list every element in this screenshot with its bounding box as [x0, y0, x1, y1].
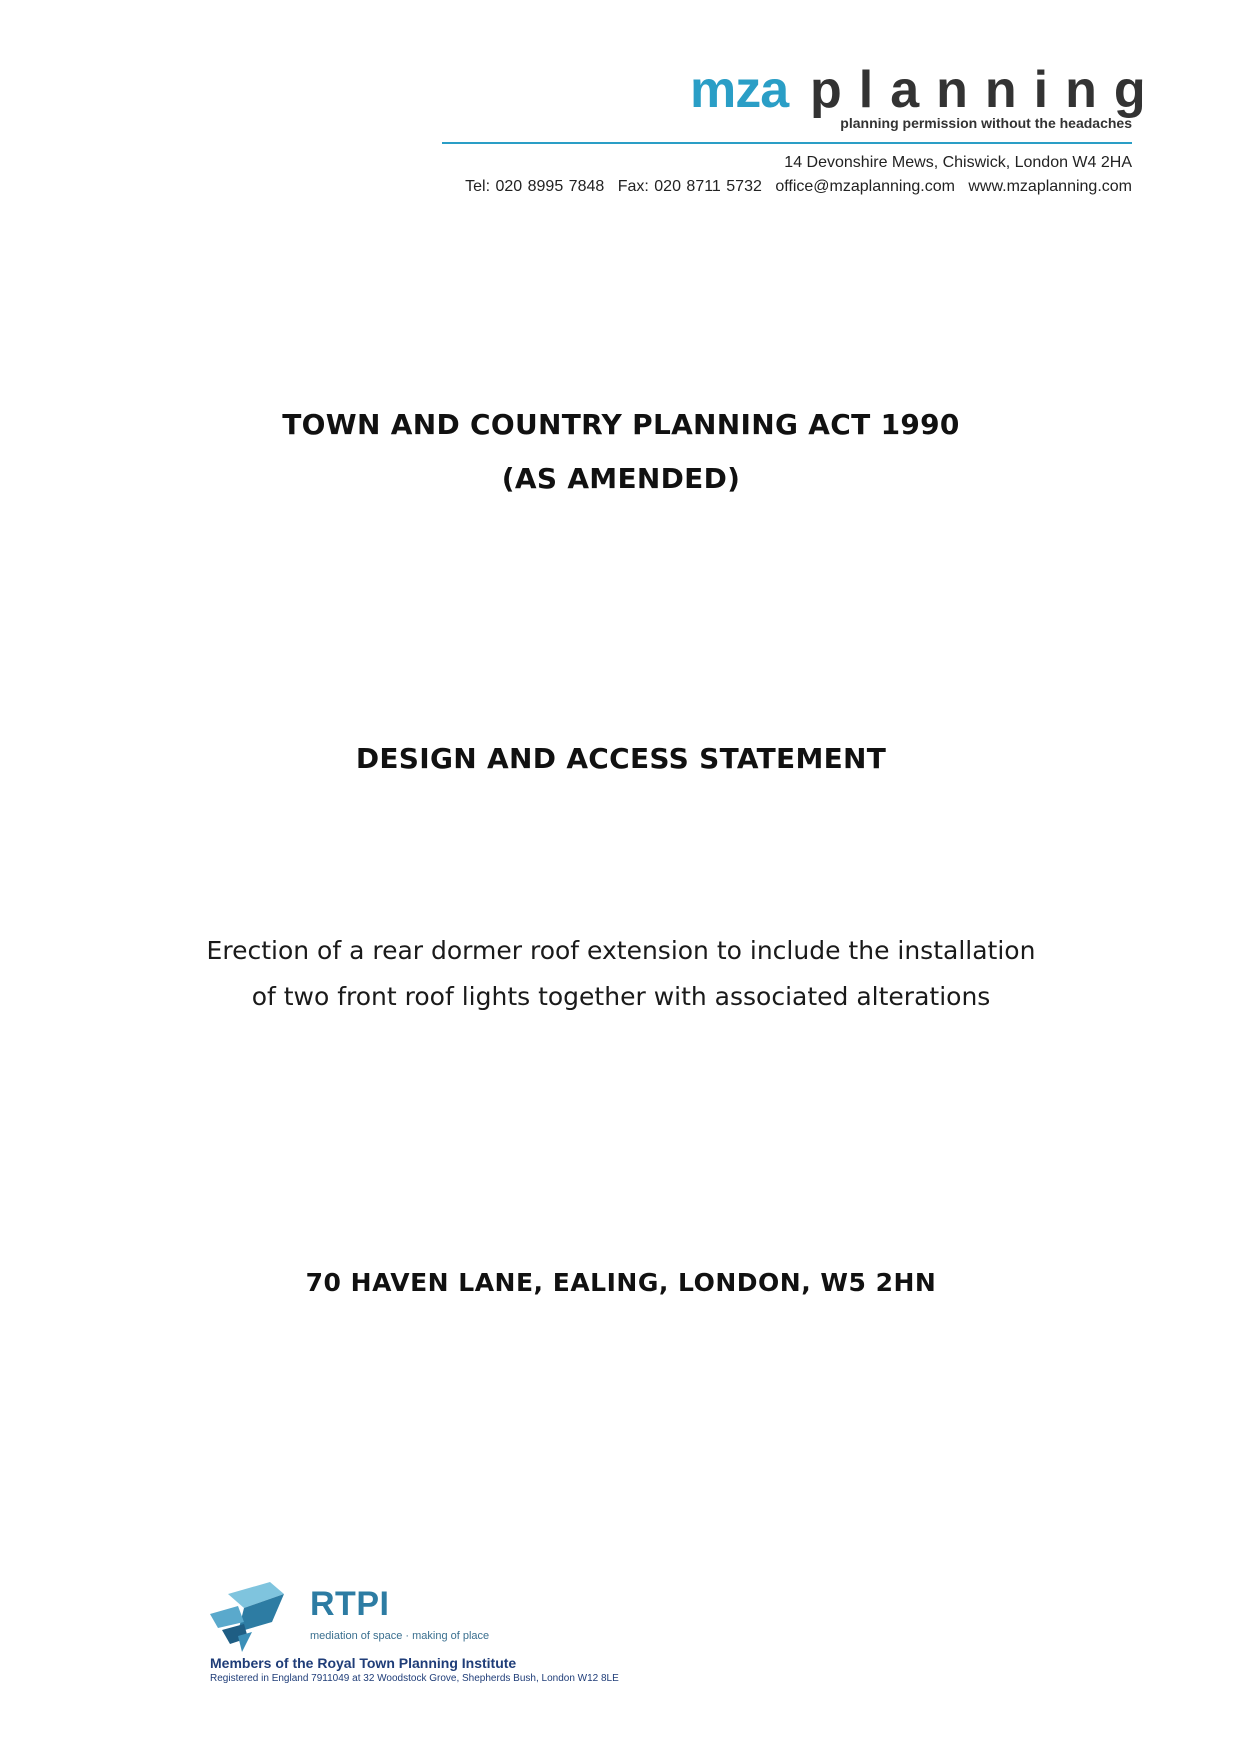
act-title: TOWN AND COUNTRY PLANNING ACT 1990: [282, 408, 960, 441]
proposal-description-line-1: Erection of a rear dormer roof extension to include the installation: [206, 936, 1036, 965]
company-tagline: planning permission without the headaches: [840, 115, 1132, 131]
proposal-description: [0, 928, 1242, 1020]
company-address: 14 Devonshire Mews, Chiswick, London W4 2HA: [784, 154, 1132, 171]
rtpi-tagline: mediation of space · making of place: [310, 1630, 490, 1642]
site-address: 70 HAVEN LANE, EALING, LONDON, W5 2HN: [305, 1268, 937, 1297]
company-telephone: Tel: 020 8995 7848: [465, 178, 605, 195]
company-fax: Fax: 020 8711 5732: [617, 178, 762, 195]
rtpi-emblem-icon: [208, 1580, 286, 1654]
logo-planning-text: planning: [810, 61, 1163, 119]
company-email: office@mzaplanning.com: [775, 178, 955, 195]
statement-title: DESIGN AND ACCESS STATEMENT: [355, 742, 887, 775]
company-contact-line: [465, 178, 1132, 196]
act-subtitle: (AS AMENDED): [501, 462, 741, 495]
company-website: www.mzaplanning.com: [968, 178, 1132, 195]
rtpi-wordmark: RTPI: [310, 1585, 390, 1623]
letterhead-divider: [442, 142, 1132, 144]
proposal-description-line-2: of two front roof lights together with associated alterations: [251, 982, 991, 1011]
company-registration-text: Registered in England 7911049 at 32 Woodstock Grove, Shepherds Bush, London W12 8LE: [210, 1673, 619, 1684]
rtpi-membership-text: Members of the Royal Town Planning Institute: [210, 1655, 517, 1671]
company-logo: [690, 60, 1163, 120]
logo-mza-text: mza: [690, 61, 789, 119]
